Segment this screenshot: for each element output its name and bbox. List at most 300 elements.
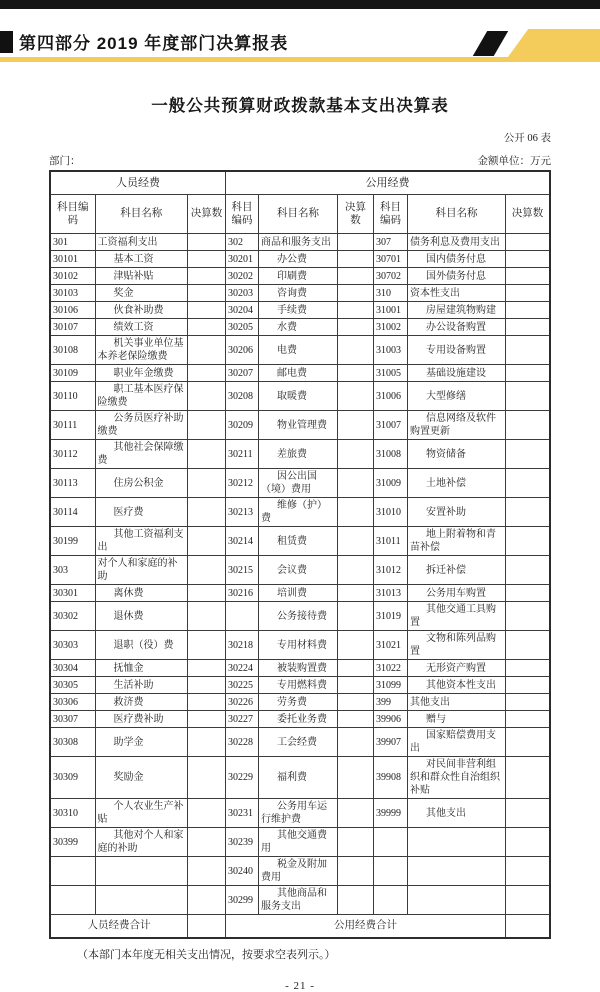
col-header-value: 决算数 xyxy=(506,195,551,234)
name-cell: 医疗费补助 xyxy=(95,711,188,728)
col-header-value: 决算数 xyxy=(188,195,226,234)
code-cell: 30301 xyxy=(50,585,95,602)
value-cell xyxy=(188,711,226,728)
name-cell: 大型修缮 xyxy=(408,382,506,411)
code-cell: 31021 xyxy=(374,631,408,660)
public-total-label: 公用经费合计 xyxy=(226,915,506,939)
code-cell: 30305 xyxy=(50,677,95,694)
value-cell xyxy=(338,365,374,382)
value-cell xyxy=(188,728,226,757)
value-cell xyxy=(338,268,374,285)
code-cell: 30229 xyxy=(226,757,259,799)
value-cell xyxy=(506,498,551,527)
code-cell: 30225 xyxy=(226,677,259,694)
value-cell xyxy=(188,268,226,285)
value-cell xyxy=(506,857,551,886)
value-cell xyxy=(506,527,551,556)
value-cell xyxy=(506,319,551,336)
name-cell: 差旅费 xyxy=(259,440,338,469)
code-cell: 399 xyxy=(374,694,408,711)
code-cell: 30218 xyxy=(226,631,259,660)
name-cell: 手续费 xyxy=(259,302,338,319)
value-cell xyxy=(506,602,551,631)
name-cell: 其他支出 xyxy=(408,799,506,828)
group-header-personnel: 人员经费 xyxy=(50,171,226,195)
table-row xyxy=(50,498,550,527)
value-cell xyxy=(506,365,551,382)
name-cell: 公务接待费 xyxy=(259,602,338,631)
band-slash-icon xyxy=(473,31,508,56)
code-cell: 31010 xyxy=(374,498,408,527)
name-cell: 国外债务付息 xyxy=(408,268,506,285)
name-cell: 债务利息及费用支出 xyxy=(408,234,506,251)
code-cell: 30216 xyxy=(226,585,259,602)
name-cell: 物业管理费 xyxy=(259,411,338,440)
name-cell: 劳务费 xyxy=(259,694,338,711)
table-row xyxy=(50,694,550,711)
value-cell xyxy=(338,728,374,757)
name-cell: 其他交通费用 xyxy=(259,828,338,857)
code-cell: 30307 xyxy=(50,711,95,728)
code-cell: 30201 xyxy=(226,251,259,268)
code-cell: 31012 xyxy=(374,556,408,585)
code-cell: 30211 xyxy=(226,440,259,469)
table-row xyxy=(50,285,550,302)
group-header-row xyxy=(50,171,550,195)
value-cell xyxy=(506,411,551,440)
name-cell: 其他对个人和家庭的补助 xyxy=(95,828,188,857)
value-cell xyxy=(188,234,226,251)
table-row xyxy=(50,302,550,319)
name-cell: 地上附着物和青苗补偿 xyxy=(408,527,506,556)
value-cell xyxy=(506,585,551,602)
col-header-name: 科目名称 xyxy=(95,195,188,234)
name-cell: 赠与 xyxy=(408,711,506,728)
name-cell: 福利费 xyxy=(259,757,338,799)
code-cell: 39907 xyxy=(374,728,408,757)
table-row xyxy=(50,382,550,411)
value-cell xyxy=(188,302,226,319)
value-cell xyxy=(338,336,374,365)
code-cell: 30205 xyxy=(226,319,259,336)
department-label: 部门： xyxy=(49,156,81,167)
col-header-name: 科目名称 xyxy=(408,195,506,234)
code-cell: 302 xyxy=(226,234,259,251)
name-cell: 医疗费 xyxy=(95,498,188,527)
name-cell: 培训费 xyxy=(259,585,338,602)
table-row xyxy=(50,857,550,886)
totals-row xyxy=(50,915,550,939)
name-cell: 租赁费 xyxy=(259,527,338,556)
value-cell xyxy=(338,631,374,660)
value-cell xyxy=(338,498,374,527)
name-cell: 职业年金缴费 xyxy=(95,365,188,382)
table-row xyxy=(50,828,550,857)
value-cell xyxy=(188,660,226,677)
name-cell: 安置补助 xyxy=(408,498,506,527)
band-yellow-underline xyxy=(0,57,600,62)
code-cell xyxy=(226,602,259,631)
code-cell: 30299 xyxy=(226,886,259,915)
value-cell xyxy=(188,285,226,302)
value-cell xyxy=(188,886,226,915)
name-cell: 文物和陈列品购置 xyxy=(408,631,506,660)
name-cell: 职工基本医疗保险缴费 xyxy=(95,382,188,411)
code-cell: 31003 xyxy=(374,336,408,365)
value-cell xyxy=(338,411,374,440)
meta-row xyxy=(49,153,551,168)
name-cell: 生活补助 xyxy=(95,677,188,694)
code-cell: 30226 xyxy=(226,694,259,711)
name-cell: 邮电费 xyxy=(259,365,338,382)
section-header xyxy=(0,29,288,54)
name-cell: 土地补偿 xyxy=(408,469,506,498)
code-cell xyxy=(50,886,95,915)
value-cell xyxy=(188,365,226,382)
table-code: 公开 06 表 xyxy=(503,133,551,144)
name-cell xyxy=(95,886,188,915)
name-cell: 信息网络及软件购置更新 xyxy=(408,411,506,440)
value-cell xyxy=(506,711,551,728)
code-cell: 30310 xyxy=(50,799,95,828)
code-cell: 39908 xyxy=(374,757,408,799)
value-cell xyxy=(338,527,374,556)
name-cell: 专用燃料费 xyxy=(259,677,338,694)
code-cell: 30204 xyxy=(226,302,259,319)
value-cell xyxy=(188,556,226,585)
name-cell: 取暖费 xyxy=(259,382,338,411)
table-row xyxy=(50,602,550,631)
name-cell xyxy=(408,857,506,886)
code-cell: 30309 xyxy=(50,757,95,799)
name-cell: 公务用车购置 xyxy=(408,585,506,602)
value-cell xyxy=(506,799,551,828)
name-cell xyxy=(408,886,506,915)
value-cell xyxy=(506,336,551,365)
name-cell: 津贴补贴 xyxy=(95,268,188,285)
name-cell: 退休费 xyxy=(95,602,188,631)
code-cell: 30304 xyxy=(50,660,95,677)
code-cell: 30199 xyxy=(50,527,95,556)
value-cell xyxy=(188,251,226,268)
code-cell: 30107 xyxy=(50,319,95,336)
value-cell xyxy=(338,886,374,915)
code-cell: 31005 xyxy=(374,365,408,382)
code-cell: 30239 xyxy=(226,828,259,857)
name-cell: 会议费 xyxy=(259,556,338,585)
code-cell: 30212 xyxy=(226,469,259,498)
name-cell: 退职（役）费 xyxy=(95,631,188,660)
code-cell: 30240 xyxy=(226,857,259,886)
code-cell: 30106 xyxy=(50,302,95,319)
value-cell xyxy=(506,302,551,319)
code-cell: 30114 xyxy=(50,498,95,527)
value-cell xyxy=(506,694,551,711)
section-header-label: 第四部分 2019 年度部门决算报表 xyxy=(19,34,289,53)
code-cell xyxy=(374,857,408,886)
code-cell: 31009 xyxy=(374,469,408,498)
code-cell xyxy=(50,857,95,886)
table-row xyxy=(50,527,550,556)
table-row xyxy=(50,886,550,915)
value-cell xyxy=(338,556,374,585)
value-cell xyxy=(338,757,374,799)
name-cell: 其他商品和服务支出 xyxy=(259,886,338,915)
col-header-value: 决算数 xyxy=(338,195,374,234)
table-row xyxy=(50,319,550,336)
code-cell: 30302 xyxy=(50,602,95,631)
code-cell: 30203 xyxy=(226,285,259,302)
code-cell: 30701 xyxy=(374,251,408,268)
value-cell xyxy=(188,336,226,365)
unit-label: 金额单位：万元 xyxy=(477,156,551,167)
table-row xyxy=(50,677,550,694)
code-cell: 31019 xyxy=(374,602,408,631)
name-cell: 办公设备购置 xyxy=(408,319,506,336)
col-header-name: 科目名称 xyxy=(259,195,338,234)
name-cell: 救济费 xyxy=(95,694,188,711)
code-cell: 39906 xyxy=(374,711,408,728)
value-cell xyxy=(506,677,551,694)
code-cell: 30112 xyxy=(50,440,95,469)
name-cell: 机关事业单位基本养老保险缴费 xyxy=(95,336,188,365)
value-cell xyxy=(338,677,374,694)
name-cell: 其他交通工具购置 xyxy=(408,602,506,631)
code-cell: 31006 xyxy=(374,382,408,411)
value-cell xyxy=(506,440,551,469)
value-cell xyxy=(188,585,226,602)
table-row xyxy=(50,411,550,440)
code-cell: 30213 xyxy=(226,498,259,527)
code-cell: 30108 xyxy=(50,336,95,365)
public-total-value xyxy=(506,915,551,939)
value-cell xyxy=(506,251,551,268)
name-cell: 被装购置费 xyxy=(259,660,338,677)
expenditure-table xyxy=(49,170,551,939)
code-cell: 30109 xyxy=(50,365,95,382)
code-cell: 30207 xyxy=(226,365,259,382)
name-cell: 对民间非营利组织和群众性自治组织补贴 xyxy=(408,757,506,799)
value-cell xyxy=(188,527,226,556)
code-cell: 31022 xyxy=(374,660,408,677)
table-row xyxy=(50,799,550,828)
table-row xyxy=(50,757,550,799)
code-cell: 30399 xyxy=(50,828,95,857)
name-cell: 水费 xyxy=(259,319,338,336)
name-cell: 税金及附加费用 xyxy=(259,857,338,886)
value-cell xyxy=(338,285,374,302)
name-cell: 奖励金 xyxy=(95,757,188,799)
name-cell: 其他工资福利支出 xyxy=(95,527,188,556)
name-cell: 助学金 xyxy=(95,728,188,757)
value-cell xyxy=(188,602,226,631)
band-corner-shape xyxy=(508,29,600,57)
table-row xyxy=(50,440,550,469)
value-cell xyxy=(188,828,226,857)
value-cell xyxy=(188,677,226,694)
value-cell xyxy=(506,757,551,799)
name-cell: 基本工资 xyxy=(95,251,188,268)
table-row xyxy=(50,234,550,251)
value-cell xyxy=(188,498,226,527)
code-cell: 30215 xyxy=(226,556,259,585)
value-cell xyxy=(188,799,226,828)
value-cell xyxy=(338,234,374,251)
code-cell: 31001 xyxy=(374,302,408,319)
code-cell: 30306 xyxy=(50,694,95,711)
value-cell xyxy=(188,469,226,498)
code-cell: 31099 xyxy=(374,677,408,694)
code-cell: 30209 xyxy=(226,411,259,440)
code-cell: 30208 xyxy=(226,382,259,411)
name-cell: 维修（护）费 xyxy=(259,498,338,527)
name-cell xyxy=(95,857,188,886)
code-cell: 30103 xyxy=(50,285,95,302)
code-cell: 30206 xyxy=(226,336,259,365)
name-cell: 工会经费 xyxy=(259,728,338,757)
code-cell: 30308 xyxy=(50,728,95,757)
code-cell: 30231 xyxy=(226,799,259,828)
name-cell: 电费 xyxy=(259,336,338,365)
value-cell xyxy=(338,694,374,711)
name-cell xyxy=(408,828,506,857)
name-cell: 国内债务付息 xyxy=(408,251,506,268)
name-cell: 因公出国（境）费用 xyxy=(259,469,338,498)
group-header-public: 公用经费 xyxy=(226,171,551,195)
value-cell xyxy=(506,660,551,677)
value-cell xyxy=(338,857,374,886)
code-cell: 310 xyxy=(374,285,408,302)
table-row xyxy=(50,469,550,498)
col-header-code: 科目编码 xyxy=(374,195,408,234)
table-row xyxy=(50,251,550,268)
top-black-bar xyxy=(0,0,600,9)
col-header-code: 科目编码 xyxy=(226,195,259,234)
code-cell: 31007 xyxy=(374,411,408,440)
code-cell: 39999 xyxy=(374,799,408,828)
value-cell xyxy=(188,440,226,469)
name-cell: 无形资产购置 xyxy=(408,660,506,677)
footnote: （本部门本年度无相关支出情况，按要求空表列示。） xyxy=(77,949,336,961)
value-cell xyxy=(506,828,551,857)
table-row xyxy=(50,631,550,660)
value-cell xyxy=(506,631,551,660)
value-cell xyxy=(188,631,226,660)
code-cell xyxy=(374,828,408,857)
column-header-row xyxy=(50,195,550,234)
code-cell: 30224 xyxy=(226,660,259,677)
name-cell: 对个人和家庭的补助 xyxy=(95,556,188,585)
table-row xyxy=(50,268,550,285)
page-title: 一般公共预算财政拨款基本支出决算表 xyxy=(151,97,449,115)
name-cell: 房屋建筑物购建 xyxy=(408,302,506,319)
personnel-total-value xyxy=(188,915,226,939)
name-cell: 公务用车运行维护费 xyxy=(259,799,338,828)
name-cell: 伙食补助费 xyxy=(95,302,188,319)
value-cell xyxy=(338,382,374,411)
table-row xyxy=(50,585,550,602)
name-cell: 离休费 xyxy=(95,585,188,602)
value-cell xyxy=(338,799,374,828)
table-row xyxy=(50,365,550,382)
name-cell: 其他支出 xyxy=(408,694,506,711)
table-row xyxy=(50,711,550,728)
name-cell: 商品和服务支出 xyxy=(259,234,338,251)
code-cell: 30101 xyxy=(50,251,95,268)
value-cell xyxy=(338,602,374,631)
name-cell: 专用设备购置 xyxy=(408,336,506,365)
name-cell: 个人农业生产补贴 xyxy=(95,799,188,828)
personnel-total-label: 人员经费合计 xyxy=(50,915,188,939)
code-cell: 301 xyxy=(50,234,95,251)
name-cell: 物资储备 xyxy=(408,440,506,469)
code-cell: 31013 xyxy=(374,585,408,602)
table-row xyxy=(50,660,550,677)
value-cell xyxy=(506,382,551,411)
code-cell xyxy=(374,886,408,915)
code-cell: 30227 xyxy=(226,711,259,728)
name-cell: 资本性支出 xyxy=(408,285,506,302)
value-cell xyxy=(338,319,374,336)
code-cell: 30113 xyxy=(50,469,95,498)
value-cell xyxy=(188,694,226,711)
value-cell xyxy=(338,660,374,677)
value-cell xyxy=(188,857,226,886)
name-cell: 专用材料费 xyxy=(259,631,338,660)
value-cell xyxy=(188,411,226,440)
name-cell: 办公费 xyxy=(259,251,338,268)
code-cell: 30110 xyxy=(50,382,95,411)
code-cell: 307 xyxy=(374,234,408,251)
value-cell xyxy=(188,382,226,411)
page-number: - 21 - xyxy=(285,980,315,992)
section-header-band xyxy=(0,9,600,62)
value-cell xyxy=(338,828,374,857)
table-row xyxy=(50,556,550,585)
value-cell xyxy=(338,711,374,728)
name-cell: 住房公积金 xyxy=(95,469,188,498)
code-cell: 31011 xyxy=(374,527,408,556)
code-cell: 31002 xyxy=(374,319,408,336)
code-cell: 31008 xyxy=(374,440,408,469)
code-cell: 30111 xyxy=(50,411,95,440)
name-cell: 其他资本性支出 xyxy=(408,677,506,694)
code-cell: 30102 xyxy=(50,268,95,285)
value-cell xyxy=(506,556,551,585)
table-row xyxy=(50,336,550,365)
name-cell: 印刷费 xyxy=(259,268,338,285)
value-cell xyxy=(506,234,551,251)
value-cell xyxy=(338,440,374,469)
name-cell: 抚恤金 xyxy=(95,660,188,677)
value-cell xyxy=(506,469,551,498)
col-header-code: 科目编码 xyxy=(50,195,95,234)
code-cell: 30228 xyxy=(226,728,259,757)
code-cell: 30214 xyxy=(226,527,259,556)
name-cell: 委托业务费 xyxy=(259,711,338,728)
name-cell: 基础设施建设 xyxy=(408,365,506,382)
value-cell xyxy=(188,757,226,799)
name-cell: 工资福利支出 xyxy=(95,234,188,251)
code-cell: 30702 xyxy=(374,268,408,285)
table-body xyxy=(50,234,550,915)
name-cell: 绩效工资 xyxy=(95,319,188,336)
code-cell: 30303 xyxy=(50,631,95,660)
value-cell xyxy=(506,285,551,302)
name-cell: 拆迁补偿 xyxy=(408,556,506,585)
value-cell xyxy=(506,268,551,285)
table-row xyxy=(50,728,550,757)
